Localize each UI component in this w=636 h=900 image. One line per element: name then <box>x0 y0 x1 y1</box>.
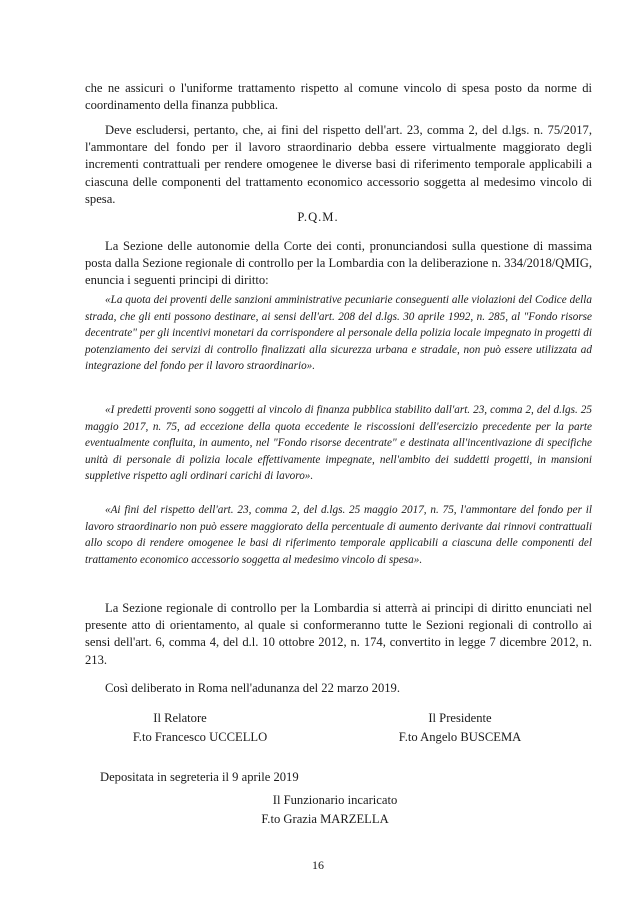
deposit-date: Depositata in segreteria il 9 aprile 2019 <box>100 770 299 784</box>
paragraph-continuation: che ne assicuri o l'uniforme trattamento rispetto al comune vincolo di spesa posto da norme di coordinamento della finanza pubblica. <box>85 81 592 113</box>
relatore-title: Il Relatore <box>153 711 207 725</box>
paragraph-deliberato: Così deliberato in Roma nell'adunanza del 22 marzo 2019. <box>105 681 400 695</box>
relatore-name: F.to Francesco UCCELLO <box>132 730 268 744</box>
section-heading: P.Q.M. <box>297 210 339 224</box>
principle-quote-2: «I predetti proventi sono soggetti al vincolo di finanza pubblica stabilito dall'art. 23, comma 2, del d.lgs. 25 maggio 2017, n. 75, ad eccezione della quota eccedente le riscossioni dell'esercizio precedente per la parte eventualmente confluita, in aumento, nel "Fondo risorse decentrate" e destinata all'incentivazione di specifiche unità di personale di polizia locale effettivamente impegnate, nell'ambito dei suddetti progetti, in mansioni suppletive rispetto agli ordinari carichi di lavoro». <box>85 404 592 483</box>
principle-quote-3: «Ai fini del rispetto dell'art. 23, comma 2, del d.lgs. 25 maggio 2017, n. 75, l'ammontare del fondo per il lavoro straordinario non può essere maggiorato della percentuale di aumento derivante dai rinnovi contrattuali allo scopo di rendere omogenee le basi di riferimento temporale applicabili a ciascuna delle componenti del trattamento economico accessorio soggetta al medesimo vincolo di spesa». <box>85 504 592 566</box>
funzionario-name: F.to Grazia MARZELLA <box>261 812 389 826</box>
presidente-title: Il Presidente <box>428 711 492 725</box>
funzionario-title: Il Funzionario incaricato <box>272 793 398 807</box>
principle-quote-1: «La quota dei proventi delle sanzioni amministrative pecuniarie conseguenti alle violazioni del Codice della strada, che gli enti possono destinare, ai sensi dell'art. 208 del d.lgs. 30 aprile 1992, n. 285, al "Fondo risorse decentrate" per gli incentivi monetari da corrispondere al personale della polizia locale impegnato in progetti di potenziamento dei servizi di controllo finalizzati alla sicurezza urbana e stradale, non può essere utilizzata ad integrazione del fondo per il lavoro straordinario». <box>85 294 592 373</box>
page-number: 16 <box>312 858 324 872</box>
paragraph-lombardia: La Sezione regionale di controllo per la Lombardia si atterrà ai principi di diritto enunciati nel presente atto di orientamento, al quale si conformeranno tutte le Sezioni regionali di controllo ai sensi dell'art. 6, comma 4, del d.l. 10 ottobre 2012, n. 174, convertito in legge 7 dicembre 2012, n. 213. <box>85 601 592 667</box>
presidente-name: F.to Angelo BUSCEMA <box>398 730 522 744</box>
paragraph-sezione-autonomie: La Sezione delle autonomie della Corte dei conti, pronunciandosi sulla questione di massima posta dalla Sezione regionale di controllo per la Lombardia con la deliberazione n. 334/2018/QMIG, enuncia i seguenti principi di diritto: <box>85 239 592 288</box>
paragraph-exclusion: Deve escludersi, pertanto, che, ai fini del rispetto dell'art. 23, comma 2, del d.lgs. n. 75/2017, l'ammontare del fondo per il lavoro straordinario debba essere virtualmente maggiorato degli incrementi contrattuali per rendere omogenee le diverse basi di riferimento temporale applicabili a ciascuna delle componenti del trattamento economico accessorio soggetta al medesimo vincolo di spesa. <box>85 123 592 206</box>
